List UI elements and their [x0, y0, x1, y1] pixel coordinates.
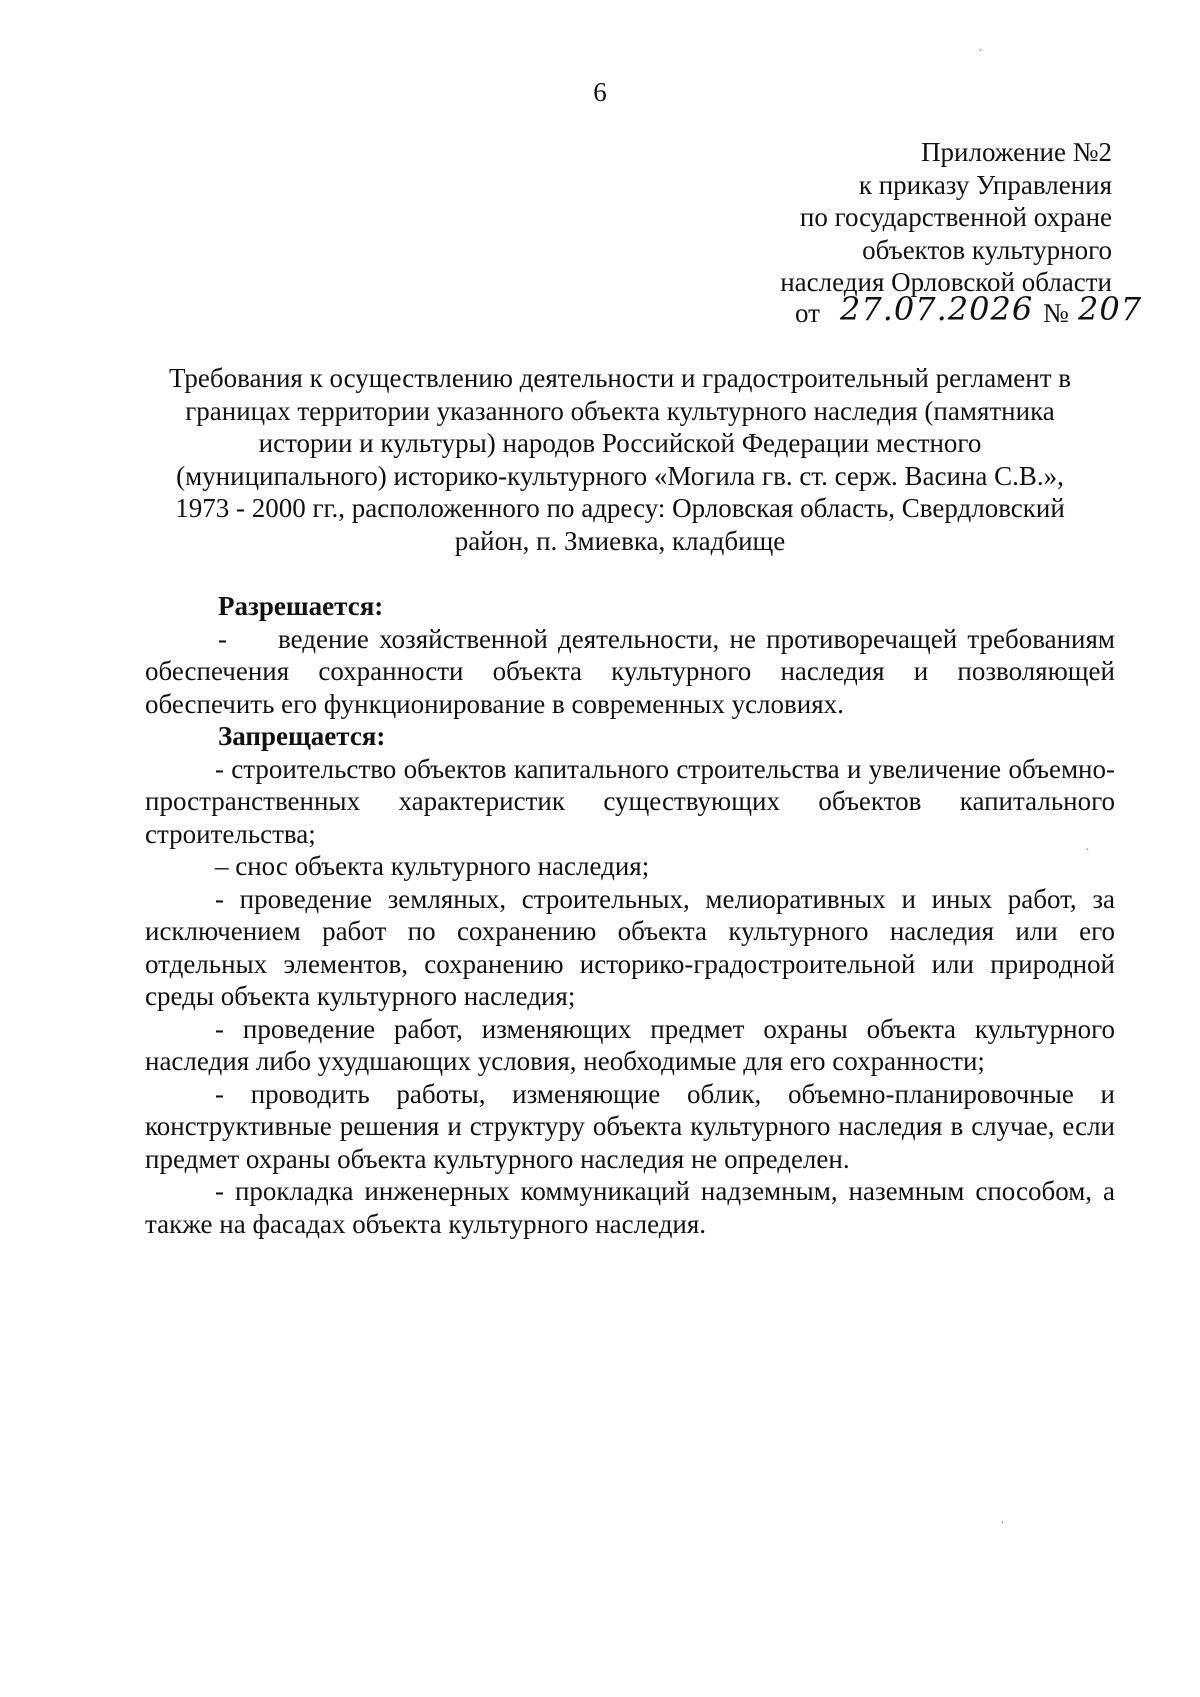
date-prefix: от — [795, 298, 820, 328]
prohibited-item: - проведение земляных, строительных, мелиоративных и иных работ, за исключением работ по сохранению объекта культурного наследия или его отдельных элементов, сохранению историко-градостроительной или природной среды объекта культурного наследия; — [145, 883, 1115, 1011]
page-number: 6 — [593, 77, 607, 107]
document-title — [140, 362, 1100, 557]
title-line: истории и культуры) народов Российской Федерации местного — [258, 428, 982, 458]
title-line: Требования к осуществлению деятельности и градостроительный регламент в — [168, 363, 1072, 393]
appendix-block — [592, 136, 1112, 299]
appendix-line: к приказу Управления — [858, 169, 1112, 200]
order-date-number-line — [795, 290, 1143, 333]
prohibited-heading: Запрещается: — [218, 721, 386, 751]
prohibited-item: - проводить работы, изменяющие облик, объемно-планировочные и конструктивные решения и структуру объекта культурного наследия в случае, если предмет охраны объекта культурного наследия не определен. — [145, 1078, 1115, 1174]
title-line: 1973 - 2000 гг., расположенного по адресу: Орловская область, Свердловский — [175, 493, 1065, 523]
title-line: район, п. Змиевка, кладбище — [454, 525, 786, 556]
allowed-heading: Разрешается: — [218, 591, 384, 621]
title-line: (муниципального) историко-культурного «Могила гв. ст. серж. Васина С.В.», — [176, 460, 1064, 491]
prohibited-item: – снос объекта культурного наследия; — [215, 851, 650, 881]
scan-speck: · — [978, 44, 983, 59]
prohibited-item: - проведение работ, изменяющих предмет охраны объекта культурного наследия либо ухудшающих условия, необходимые для его сохранности; — [145, 1013, 1115, 1076]
appendix-line: объектов культурного — [862, 234, 1112, 265]
allowed-item: - ведение хозяйственной деятельности, не противоречащей требованиям обеспечения сохранности объекта культурного наследия и позволяющей обеспечить его функционирование в современных условиях. — [145, 623, 1115, 719]
appendix-line: по государственной охране — [799, 202, 1112, 232]
title-line: границах территории указанного объекта культурного наследия (памятника — [185, 395, 1055, 426]
prohibited-item: - строительство объектов капитального строительства и увеличение объемно-пространственных характеристик существующих объектов капитального строительства; — [145, 753, 1115, 849]
prohibited-item: - прокладка инженерных коммуникаций надземным, наземным способом, а также на фасадах объекта культурного наследия. — [145, 1176, 1115, 1239]
appendix-line: Приложение №2 — [921, 137, 1112, 167]
number-prefix: № — [1043, 298, 1069, 328]
handwritten-date: 27.07.2026 — [840, 290, 1034, 328]
document-body — [145, 590, 1115, 1240]
appendix-line: наследия Орловской области — [780, 267, 1112, 297]
scan-speck: · — [1000, 1516, 1005, 1531]
handwritten-number: 207 — [1078, 290, 1143, 328]
scan-speck: · — [1085, 843, 1090, 858]
